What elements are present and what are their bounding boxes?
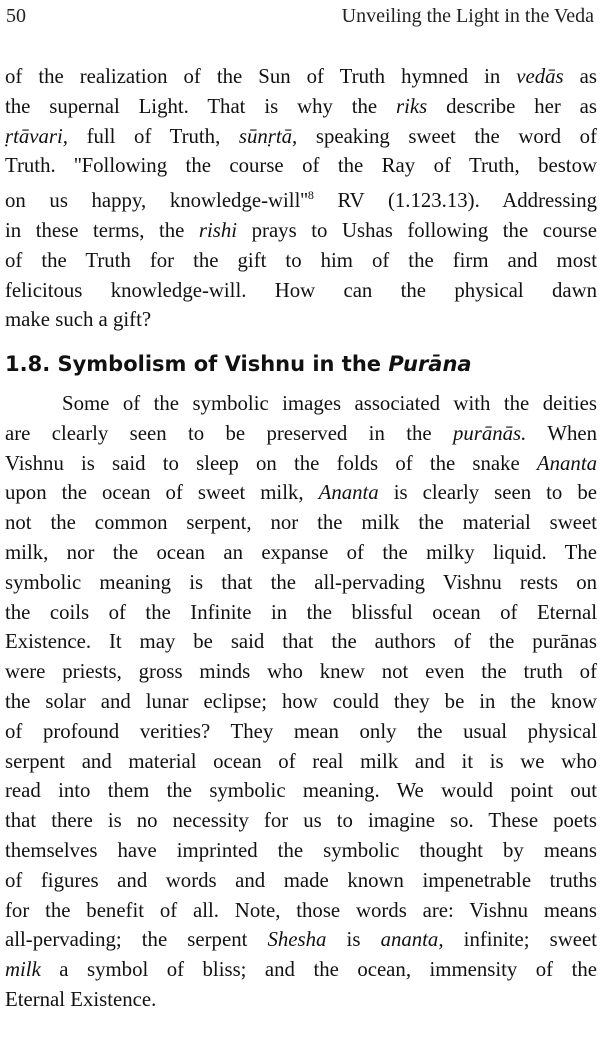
text-line: Truth. ''Following the course of the Ray of Truth, bestow bbox=[5, 154, 597, 178]
text-run: Some of the symbolic images associated with the deities bbox=[62, 392, 597, 416]
italic-term: riks bbox=[396, 94, 428, 118]
text-run: the supernal Light. That is why the bbox=[5, 94, 397, 118]
text-line bbox=[5, 925, 597, 955]
text-line bbox=[5, 955, 597, 985]
paragraph-realization bbox=[5, 62, 597, 335]
text-line bbox=[5, 449, 597, 479]
text-run: as bbox=[563, 65, 597, 88]
text-line: Eternal Existence. bbox=[5, 988, 157, 1012]
heading-italic-text: Purāna bbox=[388, 352, 472, 377]
text-run: is bbox=[326, 928, 381, 952]
italic-term: Shesha bbox=[267, 928, 327, 952]
text-line: themselves have imprinted the symbolic thought by means bbox=[5, 839, 597, 863]
text-line bbox=[5, 216, 597, 246]
text-line: not the common serpent, nor the milk the material sweet bbox=[5, 511, 597, 535]
paragraph-symbolism bbox=[5, 389, 597, 1015]
italic-term: ananta, bbox=[380, 928, 444, 952]
text-run: upon the ocean of sweet milk, bbox=[5, 481, 319, 505]
text-run: is clearly seen to be bbox=[378, 481, 597, 505]
text-run: are clearly seen to be preserved in the bbox=[5, 421, 453, 445]
italic-term: Ananta bbox=[536, 451, 597, 475]
text-line: felicitous knowledge-will. How can the physical dawn bbox=[5, 278, 597, 302]
text-line: Existence. It may be said that the authors of the purānas bbox=[5, 630, 597, 654]
footnote-marker: 8 bbox=[307, 188, 314, 203]
text-line: of figures and words and made known impenetrable truths bbox=[5, 868, 597, 892]
text-line: for the benefit of all. Note, those words are: Vishnu means bbox=[5, 898, 597, 922]
text-line bbox=[5, 92, 597, 122]
section-heading bbox=[5, 349, 597, 379]
body-text bbox=[5, 62, 597, 1015]
text-line bbox=[5, 181, 597, 216]
text-run: Vishnu is said to sleep on the folds of the snake bbox=[5, 451, 537, 475]
italic-term: Ananta bbox=[318, 481, 379, 505]
text-run: in these terms, the bbox=[5, 218, 199, 242]
text-run: a symbol of bliss; and the ocean, immensity of the bbox=[40, 958, 597, 982]
text-line: milk, nor the ocean an expanse of the milky liquid. The bbox=[5, 541, 597, 565]
text-run: describe her as bbox=[427, 94, 598, 118]
text-line: of the Truth for the gift to him of the firm and most bbox=[5, 248, 597, 272]
italic-term: vedās bbox=[516, 65, 564, 88]
text-run: all-pervading; the serpent bbox=[5, 928, 268, 952]
italic-term: milk bbox=[5, 958, 41, 982]
text-line bbox=[5, 389, 597, 419]
text-line: the coils of the Infinite in the blissful ocean of Eternal bbox=[5, 600, 597, 624]
text-line bbox=[5, 62, 597, 92]
heading-text: 1.8. Symbolism of Vishnu in the bbox=[5, 352, 389, 377]
text-line: were priests, gross minds who knew not even the truth of bbox=[5, 660, 597, 684]
text-line: make such a gift? bbox=[5, 308, 152, 332]
text-line: that there is no necessity for us to imagine so. These poets bbox=[5, 809, 597, 833]
text-line: read into them the symbolic meaning. We would point out bbox=[5, 779, 597, 803]
italic-term: rishi bbox=[198, 218, 238, 242]
text-run: RV (1.123.13). Addressing bbox=[313, 189, 597, 213]
text-run: full of Truth, bbox=[67, 124, 239, 148]
text-run: infinite; sweet bbox=[443, 928, 597, 952]
text-run: of the realization of the Sun of Truth hymned in bbox=[5, 65, 517, 88]
running-head bbox=[6, 2, 594, 30]
text-line: serpent and material ocean of real milk and it is we who bbox=[5, 749, 597, 773]
italic-term: ṛtāvari, bbox=[5, 124, 68, 148]
page-number: 50 bbox=[6, 5, 26, 27]
italic-term: sūnṛtā, bbox=[238, 124, 298, 148]
text-run: prays to Ushas following the course bbox=[237, 218, 597, 242]
italic-term: purānās. bbox=[452, 421, 527, 445]
text-run: on us happy, knowledge-will'' bbox=[5, 189, 308, 213]
running-title: Unveiling the Light in the Veda bbox=[341, 5, 594, 27]
text-line bbox=[5, 419, 597, 449]
text-run: When bbox=[526, 421, 597, 445]
text-line bbox=[5, 122, 597, 152]
text-run: speaking sweet the word of bbox=[297, 124, 597, 148]
text-line bbox=[5, 478, 597, 508]
text-line: the solar and lunar eclipse; how could they be in the know bbox=[5, 690, 597, 714]
text-line: of profound verities? They mean only the usual physical bbox=[5, 719, 597, 743]
text-line: symbolic meaning is that the all-pervading Vishnu rests on bbox=[5, 570, 597, 594]
